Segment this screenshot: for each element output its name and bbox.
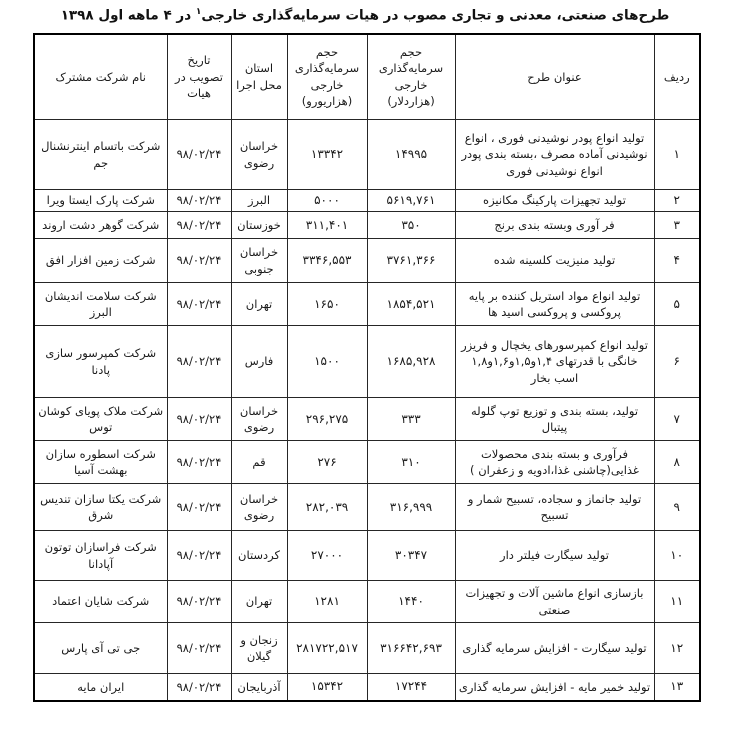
cell-approval-date: ۹۸/۰۲/۲۴ xyxy=(167,581,231,623)
cell-approval-date: ۹۸/۰۲/۲۴ xyxy=(167,674,231,701)
cell-row-no: ۴ xyxy=(654,239,700,283)
cell-fdi-usd: ۳۵۰ xyxy=(367,212,455,239)
cell-province: فارس xyxy=(231,326,287,398)
cell-row-no: ۱ xyxy=(654,120,700,190)
cell-project-title: تولید سیگارت فیلتر دار xyxy=(455,531,654,581)
cell-province: قم xyxy=(231,441,287,484)
cell-fdi-eur: ۲۹۶,۲۷۵ xyxy=(287,398,367,441)
cell-project-title: تولید جانماز و سجاده، تسبیح شمار و تسبیح xyxy=(455,484,654,531)
cell-approval-date: ۹۸/۰۲/۲۴ xyxy=(167,326,231,398)
cell-approval-date: ۹۸/۰۲/۲۴ xyxy=(167,190,231,212)
cell-approval-date: ۹۸/۰۲/۲۴ xyxy=(167,531,231,581)
cell-province: کردستان xyxy=(231,531,287,581)
cell-fdi-eur: ۳۱۱,۴۰۱ xyxy=(287,212,367,239)
cell-province: خراسان جنوبی xyxy=(231,239,287,283)
table-row xyxy=(34,441,700,484)
cell-row-no: ۱۲ xyxy=(654,623,700,674)
cell-project-title: تولید تجهیزات پارکینگ مکانیزه xyxy=(455,190,654,212)
cell-row-no: ۱۱ xyxy=(654,581,700,623)
cell-fdi-eur: ۱۲۸۱ xyxy=(287,581,367,623)
cell-fdi-usd: ۳۱۶,۹۹۹ xyxy=(367,484,455,531)
cell-project-title: تولید، بسته بندی و توزیع توپ گلوله پیتبال xyxy=(455,398,654,441)
cell-province: البرز xyxy=(231,190,287,212)
header-row xyxy=(34,34,700,120)
page-title-text: طرح‌های صنعتی، معدنی و تجاری مصوب در هیات سرمایه‌گذاری خارجی xyxy=(201,7,670,24)
table-row xyxy=(34,326,700,398)
cell-province: زنجان و گیلان xyxy=(231,623,287,674)
cell-row-no: ۹ xyxy=(654,484,700,531)
cell-company: شرکت اسطوره سازان بهشت آسیا xyxy=(34,441,167,484)
cell-company: شرکت پارک ایستا ویرا xyxy=(34,190,167,212)
col-header-fdi-usd: حجم سرمایه‌گذاری خارجی (هزاردلار) xyxy=(367,34,455,120)
page-title xyxy=(0,7,730,24)
cell-province: خراسان رضوی xyxy=(231,398,287,441)
cell-fdi-usd: ۱۴۹۹۵ xyxy=(367,120,455,190)
col-header-approval-date: تاریخ تصویب در هیات xyxy=(167,34,231,120)
cell-project-title: تولید انواع پودر نوشیدنی فوری ، انواع نوشیدنی آماده مصرف ،بسته بندی پودر انواع نوشیدنی فوری xyxy=(455,120,654,190)
cell-company: شرکت فراسازان توتون آپادانا xyxy=(34,531,167,581)
cell-fdi-eur: ۱۳۳۴۲ xyxy=(287,120,367,190)
cell-fdi-usd: ۳۱۶۶۴۲,۶۹۳ xyxy=(367,623,455,674)
projects-table xyxy=(33,33,701,702)
cell-row-no: ۶ xyxy=(654,326,700,398)
cell-province: خراسان رضوی xyxy=(231,120,287,190)
cell-fdi-eur: ۲۷۰۰۰ xyxy=(287,531,367,581)
cell-approval-date: ۹۸/۰۲/۲۴ xyxy=(167,484,231,531)
cell-fdi-eur: ۲۸۱۷۲۲,۵۱۷ xyxy=(287,623,367,674)
col-header-fdi-eur: حجم سرمایه‌گذاری خارجی (هزاریورو) xyxy=(287,34,367,120)
cell-project-title: تولید منیزیت کلسینه شده xyxy=(455,239,654,283)
cell-fdi-eur: ۱۵۳۴۲ xyxy=(287,674,367,701)
col-header-province: استان محل اجرا xyxy=(231,34,287,120)
cell-approval-date: ۹۸/۰۲/۲۴ xyxy=(167,283,231,326)
cell-company: شرکت گوهر دشت اروند xyxy=(34,212,167,239)
cell-row-no: ۱۰ xyxy=(654,531,700,581)
cell-project-title: تولید خمیر مایه - افزایش سرمایه گذاری xyxy=(455,674,654,701)
cell-fdi-usd: ۱۶۸۵,۹۲۸ xyxy=(367,326,455,398)
cell-fdi-usd: ۳۰۳۴۷ xyxy=(367,531,455,581)
cell-project-title: تولید انواع کمپرسورهای یخچال و فریزر خانگی با قدرتهای ۱,۴و۱,۵و۱,۶و۱,۸ اسب بخار xyxy=(455,326,654,398)
cell-approval-date: ۹۸/۰۲/۲۴ xyxy=(167,623,231,674)
cell-company: شرکت ملاک پویای کوشان توس xyxy=(34,398,167,441)
cell-fdi-usd: ۱۷۲۴۴ xyxy=(367,674,455,701)
table-body xyxy=(34,120,700,701)
cell-project-title: فر آوری وبسته بندی برنج xyxy=(455,212,654,239)
table-row xyxy=(34,484,700,531)
table-row xyxy=(34,531,700,581)
cell-row-no: ۸ xyxy=(654,441,700,484)
cell-province: تهران xyxy=(231,283,287,326)
table-row xyxy=(34,120,700,190)
cell-province: آذربایجان xyxy=(231,674,287,701)
table-row xyxy=(34,239,700,283)
footnote-marker: ۱ xyxy=(195,7,202,17)
col-header-company: نام شرکت مشترک xyxy=(34,34,167,120)
cell-fdi-usd: ۱۴۴۰ xyxy=(367,581,455,623)
cell-approval-date: ۹۸/۰۲/۲۴ xyxy=(167,239,231,283)
cell-fdi-usd: ۳۳۳ xyxy=(367,398,455,441)
cell-fdi-usd: ۳۱۰ xyxy=(367,441,455,484)
table-container xyxy=(35,33,701,702)
cell-fdi-usd: ۳۷۶۱,۳۶۶ xyxy=(367,239,455,283)
cell-approval-date: ۹۸/۰۲/۲۴ xyxy=(167,398,231,441)
table-row xyxy=(34,581,700,623)
cell-fdi-usd: ۵۶۱۹,۷۶۱ xyxy=(367,190,455,212)
cell-company: ایران مایه xyxy=(34,674,167,701)
cell-company: شرکت سلامت اندیشان البرز xyxy=(34,283,167,326)
cell-row-no: ۳ xyxy=(654,212,700,239)
cell-company: شرکت باتسام اینترنشنال جم xyxy=(34,120,167,190)
cell-company: شرکت کمپرسور سازی پادنا xyxy=(34,326,167,398)
table-header xyxy=(34,34,700,120)
table-row xyxy=(34,623,700,674)
table-row xyxy=(34,283,700,326)
cell-project-title: فرآوری و بسته بندی محصولات غذایی(چاشنی غذا،ادویه و زعفران ) xyxy=(455,441,654,484)
cell-fdi-eur: ۲۸۲,۰۳۹ xyxy=(287,484,367,531)
cell-fdi-eur: ۳۳۴۶,۵۵۳ xyxy=(287,239,367,283)
cell-company: شرکت یکتا سازان تندیس شرق xyxy=(34,484,167,531)
cell-company: شرکت زمین افزار افق xyxy=(34,239,167,283)
cell-province: تهران xyxy=(231,581,287,623)
cell-row-no: ۷ xyxy=(654,398,700,441)
cell-fdi-usd: ۱۸۵۴,۵۲۱ xyxy=(367,283,455,326)
table-row xyxy=(34,212,700,239)
cell-company: شرکت شایان اعتماد xyxy=(34,581,167,623)
cell-project-title: بازسازی انواع ماشین آلات و تجهیزات صنعتی xyxy=(455,581,654,623)
cell-fdi-eur: ۵۰۰۰ xyxy=(287,190,367,212)
cell-row-no: ۲ xyxy=(654,190,700,212)
col-header-row-no: ردیف xyxy=(654,34,700,120)
cell-row-no: ۱۳ xyxy=(654,674,700,701)
cell-row-no: ۵ xyxy=(654,283,700,326)
col-header-project-title: عنوان طرح xyxy=(455,34,654,120)
page-title-suffix: در ۴ ماهه اول ۱۳۹۸ xyxy=(60,7,196,24)
cell-fdi-eur: ۲۷۶ xyxy=(287,441,367,484)
cell-province: خراسان رضوی xyxy=(231,484,287,531)
cell-approval-date: ۹۸/۰۲/۲۴ xyxy=(167,212,231,239)
cell-fdi-eur: ۱۵۰۰ xyxy=(287,326,367,398)
cell-company: جی تی آی پارس xyxy=(34,623,167,674)
table-row xyxy=(34,398,700,441)
cell-approval-date: ۹۸/۰۲/۲۴ xyxy=(167,120,231,190)
table-row xyxy=(34,674,700,701)
cell-fdi-eur: ۱۶۵۰ xyxy=(287,283,367,326)
cell-project-title: تولید انواع مواد استریل کننده بر پایه پروکسی و پروکسی اسید ها xyxy=(455,283,654,326)
cell-approval-date: ۹۸/۰۲/۲۴ xyxy=(167,441,231,484)
cell-province: خوزستان xyxy=(231,212,287,239)
table-row xyxy=(34,190,700,212)
cell-project-title: تولید سیگارت - افزایش سرمایه گذاری xyxy=(455,623,654,674)
